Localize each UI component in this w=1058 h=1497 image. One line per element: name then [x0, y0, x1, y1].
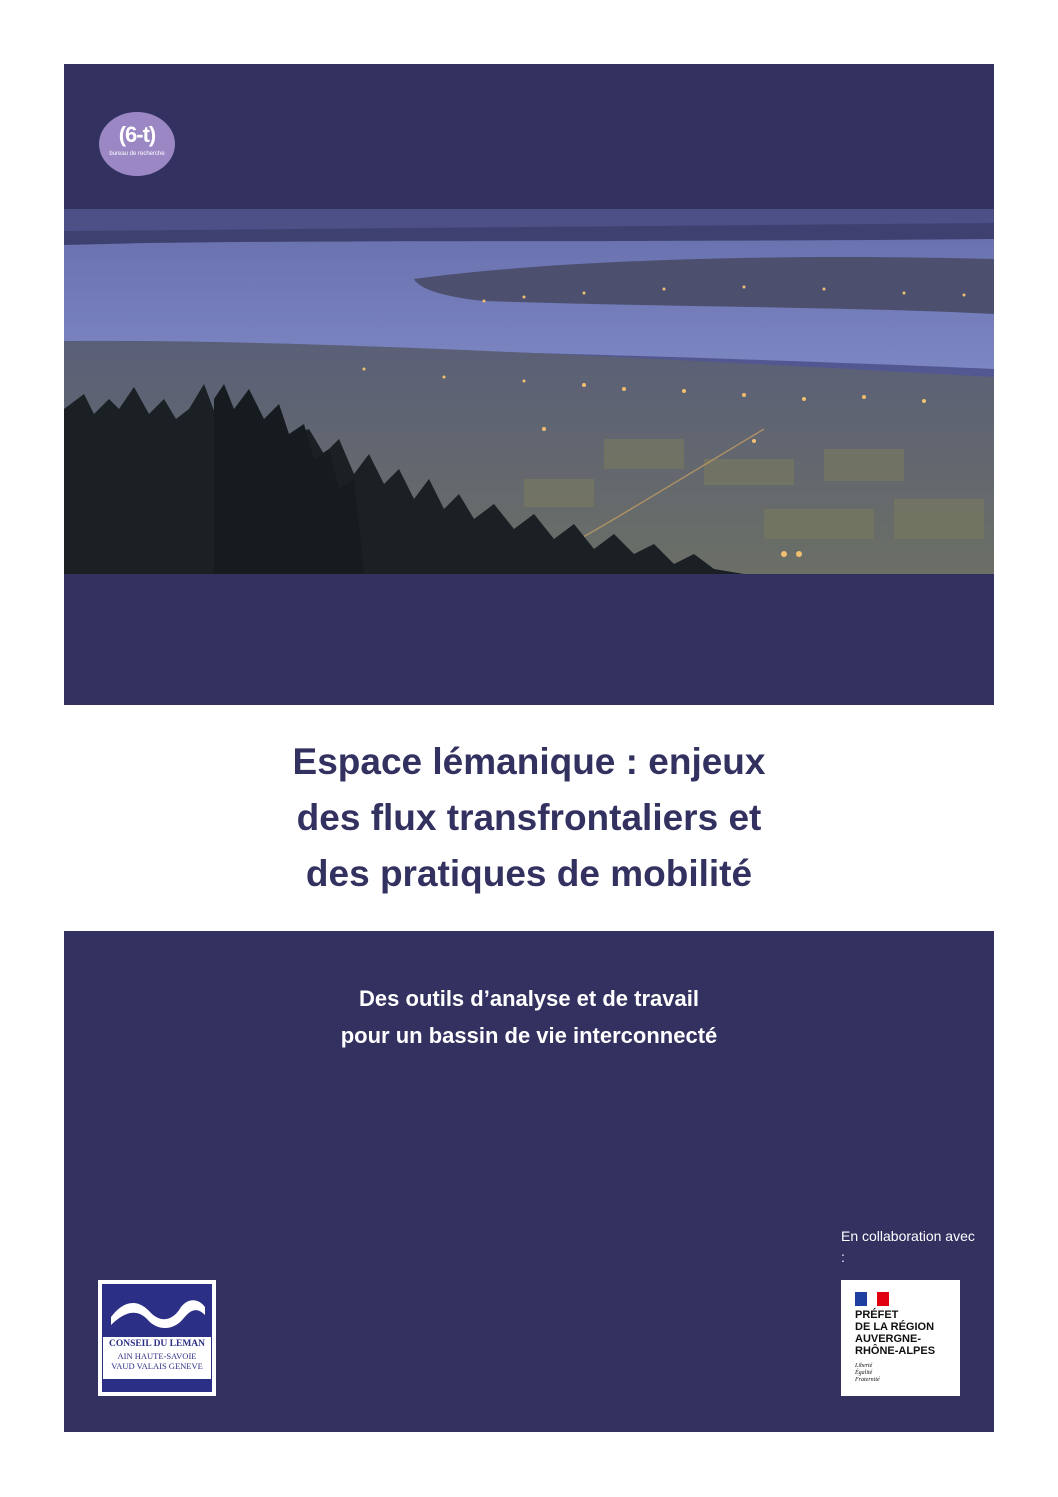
- subtitle-line-2: pour un bassin de vie interconnecté: [340, 1023, 718, 1048]
- conseil-places-line-2: VAUD VALAIS GENEVE: [111, 1361, 203, 1371]
- prefet-line-2: DE LA RÉGION: [855, 1321, 935, 1333]
- conseil-name: CONSEIL DU LEMAN: [108, 1339, 206, 1349]
- title-line-1: Espace lémanique : enjeux: [292, 741, 766, 782]
- title-line-3: des pratiques de mobilité: [305, 853, 753, 894]
- conseil-du-leman-logo: [98, 1280, 216, 1396]
- prefet-title: [855, 1309, 935, 1357]
- motto-fraternite: Fraternité: [855, 1377, 880, 1383]
- prefet-line-4: RHÔNE-ALPES: [855, 1345, 936, 1357]
- publisher-logo: [99, 112, 175, 176]
- prefet-line-1: PRÉFET: [855, 1309, 899, 1321]
- wave-icon: [103, 1285, 211, 1337]
- subtitle-line-1: Des outils d’analyse et de travail: [359, 986, 699, 1011]
- conseil-logo-bar: [103, 1379, 211, 1391]
- publisher-logo-mark: (6-t): [118, 122, 156, 147]
- collaboration-label: En collaboration avec :: [841, 1228, 975, 1265]
- publisher-logo-tagline: bureau de recherche: [109, 151, 165, 157]
- document-subtitle: [64, 980, 994, 1054]
- conseil-places-line-1: AIN HAUTE-SAVOIE: [117, 1351, 197, 1361]
- conseil-places: [103, 1351, 211, 1371]
- cover-photo-lake-landscape: [64, 209, 994, 574]
- motto-liberte: Liberté: [855, 1363, 873, 1369]
- prefet-region-logo: [841, 1280, 960, 1396]
- title-line-2: des flux transfrontaliers et: [296, 797, 762, 838]
- document-title: [209, 734, 849, 902]
- title-band: [64, 705, 994, 931]
- french-flag-icon: [855, 1292, 889, 1306]
- prefet-motto: [855, 1363, 880, 1384]
- motto-egalite: Égalité: [855, 1370, 873, 1376]
- prefet-line-3: AUVERGNE-: [855, 1333, 922, 1345]
- cover-page: [64, 64, 994, 1432]
